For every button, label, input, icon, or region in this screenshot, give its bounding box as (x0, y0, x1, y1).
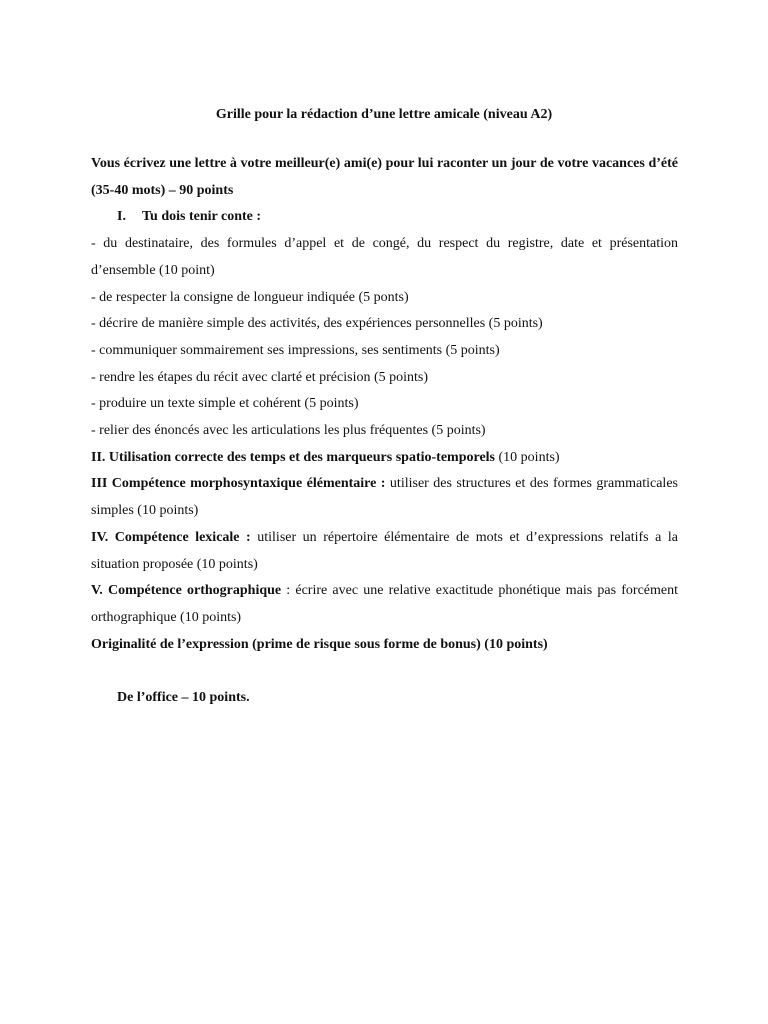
intro-paragraph: Vous écrivez une lettre à votre meilleur(e) ami(e) pour lui raconter un jour de votre vacances d’été (35-40 mots) – 90 points (91, 156, 678, 198)
office-line: De l’office – 10 points. (117, 690, 250, 706)
originality-line: Originalité de l’expression (prime de risque sous forme de bonus) (10 points) (91, 636, 548, 652)
criterion-item: - de respecter la consigne de longueur indiquée (5 ponts) (91, 289, 409, 305)
criterion-item: - relier des énoncés avec les articulations les plus fréquentes (5 points) (91, 423, 486, 439)
section-3-text: utiliser des structures et des formes grammaticales simples (10 points) (91, 476, 678, 519)
section-1-heading-text: Tu dois tenir conte : (142, 209, 262, 225)
criterion-item: - produire un texte simple et cohérent (5 points) (91, 396, 359, 412)
document-title: Grille pour la rédaction d’une lettre amicale (niveau A2) (215, 107, 553, 122)
criterion-item: - rendre les étapes du récit avec clarté et précision (5 points) (91, 369, 429, 385)
section-4-text: utiliser un répertoire élémentaire de mots et d’expressions relatifs a la situation proposée (10 points) (91, 529, 678, 572)
section-1-heading (91, 204, 678, 231)
criterion-item: - du destinataire, des formules d’appel et de congé, du respect du registre, date et présentation d’ensemble (10 point) (91, 236, 678, 278)
blank-line (91, 658, 678, 685)
criterion-item: - décrire de manière simple des activités, des expériences personnelles (5 points) (91, 316, 543, 332)
section-5-heading: V. Compétence orthographique (91, 583, 282, 599)
section-2-heading: II. Utilisation correcte des temps et des marqueurs spatio-temporels (91, 449, 496, 465)
document-body (91, 151, 678, 712)
section-2 (91, 445, 678, 472)
section-4-heading: IV. Compétence lexicale : (91, 529, 251, 545)
section-3-heading: III Compétence morphosyntaxique élémentaire : (91, 476, 386, 492)
section-3 (91, 471, 678, 524)
section-2-text: (10 points) (495, 449, 560, 465)
criterion-item: - communiquer sommairement ses impressions, ses sentiments (5 points) (91, 342, 500, 358)
section-5 (91, 578, 678, 631)
section-1-number: I. (117, 209, 126, 225)
section-5-text: : écrire avec une relative exactitude phonétique mais pas forcément orthographique (10 points) (91, 583, 678, 625)
section-4 (91, 525, 678, 578)
